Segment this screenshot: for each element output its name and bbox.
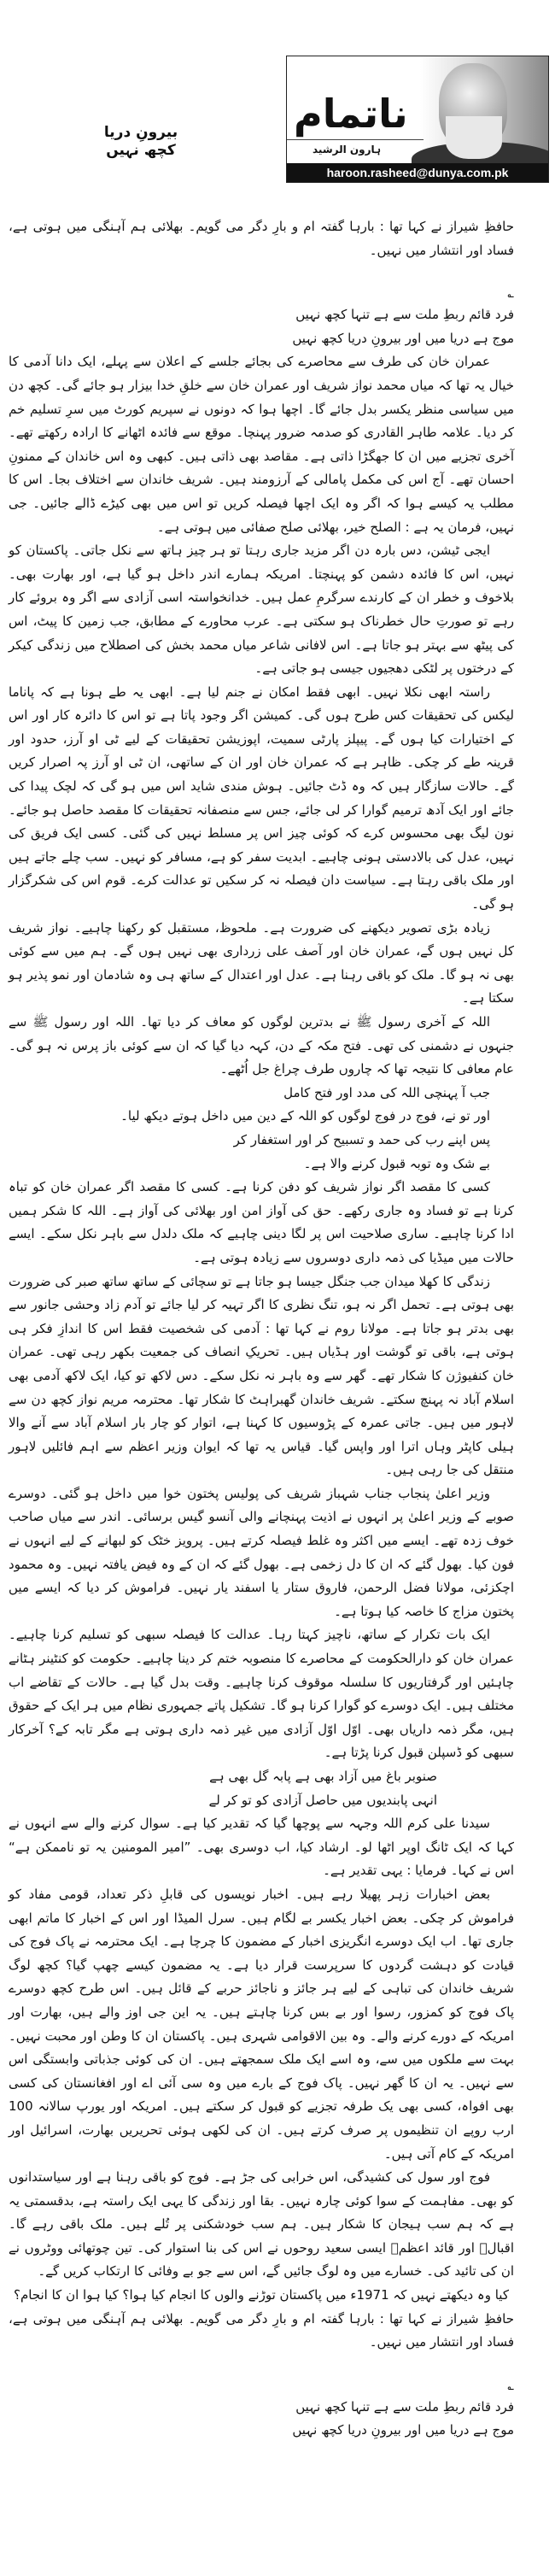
paragraph: ایک بات تکرار کے ساتھ، ناچیز کہتا رہا۔ عدالت کا فیصلہ سبھی کو تسلیم کرنا چاہیے۔ عمران خان کو دارالحکومت کے محاصرے کا منصوبہ ختم کر دینا چاہیے۔ حکومت کو کنٹینر ہٹانے چاہئیں اور گرفتاریوں کا سلسلہ موقوف کرنا چاہیے۔ وقت بدل گیا ہے۔ حالات کے تقاضے اب مختلف ہیں۔ ایک دوسرے کو گوارا کرنا ہو گا۔ تشکیل پاتے جمہوری نظام میں ہر ایک کے حقوق ہیں، مگر ذمہ داریاں بھی۔ اوّل اوّل آزادی میں غیر ذمہ داری ہوتی ہے مگر تابہ کے؟ آخرکار سبھی کو ڈسپلن قبول کرنا پڑتا ہے۔ bbox=[9, 1627, 514, 1761]
verse-mark: ؎ bbox=[507, 2379, 514, 2393]
paragraph: وزیر اعلیٰ پنجاب جناب شہباز شریف کی پولیس پختون خوا میں داخل ہو گئی۔ دوسرے صوبے کے وزیر اعلیٰ پر انہوں نے اذیت پہنچانے والی آنسو گیس برسائی۔ اندر سے میاں صاحب خوف زدہ تھے۔ ایسے میں اکثر وہ غلط فیصلہ کرتے ہیں۔ پرویز خٹک کو لبھانے کے لیے انہوں نے فون کیا۔ بھول گئے کہ ان کا دل زخمی ہے۔ بھول گئے کہ ان کے وہ فیض یافتہ نہیں۔ وہ محمود اچکزئی، مولانا فضل الرحمن، فاروق ستار یا اسفند یار نہیں۔ فراموش کر دیا کہ ایسے میں پختون مزاج کا خاصہ کیا ہوتا ہے۔ bbox=[9, 1485, 514, 1619]
divider bbox=[287, 139, 424, 140]
closing-paragraph: حافظِ شیراز نے کہا تھا : بارہا گفتہ ام و بارِ دگر می گویم۔ بھلائی ہم آہنگی میں ہوتی ہے، فساد اور انتشار میں نہیں۔ bbox=[9, 2310, 514, 2350]
verse-line: فرد قائم ربطِ ملت سے ہے تنہا کچھ نہیں bbox=[295, 2398, 514, 2415]
author-name: ہارون الرشید bbox=[313, 144, 382, 155]
column-name: ناتمام bbox=[294, 91, 408, 137]
verse-line: فرد قائم ربطِ ملت سے ہے تنہا کچھ نہیں bbox=[295, 307, 514, 323]
paragraph: عمران خان کی طرف سے محاصرے کی بجائے جلسے کے اعلان سے پہلے، ایک دانا آدمی کا خیال یہ تھا کہ میاں محمد نواز شریف اور عمران خان سے خلقِ خدا بیزار ہو جائے گی۔ کچھ دن میں سیاسی منظر یکسر بدل جائے گا۔ اچھا ہوا کہ دونوں نے سپریم کورٹ میں سرِ تسلیم خم کر دیا۔ علامہ طاہر القادری کو صدمہ ضرور پہنچا۔ موقع سے فائدہ اٹھانے کا ارادہ رکھتے تھے۔ آخری تجزیے میں ان کا جھگڑا ذاتی ہے۔ مقاصد بھی ذاتی ہیں۔ کبھی وہ اس خاندان کے ممنونِ احسان تھے۔ آج اس کی مکمل پامالی کے آرزومند ہیں۔ شریف خاندان سے اختلاف بجا۔ اس کا مطلب یہ کیسے ہوا کہ اگر وہ ایک اچھا فیصلہ کریں تو اس میں بھی کیڑے ڈالے جائیں۔ جی نہیں، فرمان یہ ہے : الصلح خیر، بھلائی صلح صفائی میں ہوتی ہے۔ bbox=[9, 354, 514, 535]
couplet bbox=[9, 303, 514, 350]
verse-line: بے شک وہ توبہ قبول کرنے والا ہے۔ bbox=[303, 1155, 490, 1171]
couplet bbox=[9, 2396, 514, 2443]
verse-line: موج ہے دریا میں اور بیرونِ دریا کچھ نہیں bbox=[292, 330, 514, 346]
author-email[interactable]: haroon.rasheed@dunya.com.pk bbox=[287, 163, 548, 182]
article-headline: بیرونِ دریا کچھ نہیں bbox=[103, 124, 178, 159]
paragraph: سیدنا علی کرم اللہ وجہہ سے پوچھا گیا کہ تقدیر کیا ہے۔ سوال کرنے والے سے انہوں نے کہا کہ ایک ٹانگ اوپر اٹھا لو۔ ارشاد کیا، اب دوسری بھی۔ ”امیر المومنین یہ تو ناممکن ہے“ اس نے کہا۔ فرمایا : یہی تقدیر ہے۔ bbox=[9, 1816, 514, 1879]
verse-line: اور تو نے، فوج در فوج لوگوں کو اللہ کے دین میں داخل ہوتے دیکھ لیا۔ bbox=[120, 1108, 490, 1124]
verse-line: پس اپنے رب کی حمد و تسبیح کر اور استغفار کر bbox=[233, 1131, 490, 1147]
intro-paragraph: حافظِ شیراز نے کہا تھا : بارہا گفتہ ام و بارِ دگر می گویم۔ بھلائی ہم آہنگی میں ہوتی ہے، فساد اور انتشار میں نہیں۔ bbox=[9, 219, 514, 258]
paragraph: زندگی کا کھلا میدان جب جنگل جیسا ہو جاتا ہے تو سچائی کے ساتھ ساتھ صبر کی ضرورت بھی ہوتی ہے۔ تحمل اگر نہ ہو، تنگ نظری کا اگر تہیہ کر لیا جائے تو آدم زاد وحشی جانور سے بھی بدتر ہو جاتا ہے۔ مولانا روم نے کہا تھا : آدمی کی شخصیت فقط اس کا اندازِ فکر ہی ہوتی ہے، باقی تو گوشت اور ہڈیاں ہیں۔ تحریکِ انصاف کی جمعیت بکھر رہی تھی۔ عمران خان کنفیوژن کا شکار تھے۔ گھر سے وہ باہر نہ نکل سکے۔ دس لاکھ تو کیا، ایک لاکھ آدمی بھی اسلام آباد نہ پہنچ سکتے۔ شریف خاندان گھبراہٹ کا شکار تھا۔ محترمہ مریم نواز کچھ دن سے لاہور میں ہیں۔ جاتی عمرہ کے پڑوسیوں کا کہنا ہے، اتوار کو چار بار اسلام آباد سے آنے والا ہیلی کاپٹر وہاں اترا اور واپس گیا۔ قیاس یہ تھا کہ ایوان وزیر اعظم سے اہم فائلیں لاہور منتقل کی جا رہی ہیں۔ bbox=[9, 1273, 514, 1478]
verse-line: موج ہے دریا میں اور بیرونِ دریا کچھ نہیں bbox=[292, 2422, 514, 2438]
paragraph: راستہ ابھی نکلا نہیں۔ ابھی فقط امکان نے جنم لیا ہے۔ ابھی یہ طے ہونا ہے کہ پاناما لیکس کی تحقیقات کس طرح ہوں گی۔ کمیشن اگر وجود پاتا ہے تو اس کا دائرہ کار اور اس کے اختیارات کیا ہوں گے۔ پیپلز پارٹی سمیت، اپوزیشن تحقیقات کے لیے ٹی او آرز، حدود اور قرینہ طے کر چکی۔ ظاہر ہے کہ عمران خان اور ان کے ساتھی، ان ٹی او آرز پہ اصرار کریں گے۔ حالات سازگار ہیں کہ وہ ڈٹ جائیں۔ ہوش مندی شاید اس میں ہو گی کہ لچک پیدا کی جائے اور ایک آدھ ترمیم گوارا کر لی جائے، جس سے منصفانہ تحقیقات کا مقصد حاصل ہو جائے۔ نون لیگ بھی محسوس کرے کہ کوئی چیز اس پر مسلط نہیں کی گئی۔ کسی ایک فریق کی نہیں، عدل کی بالادستی ہونی چاہیے۔ ابدیت سفر کو ہے، مسافر کو نہیں۔ سب چلے جاتے ہیں اور ملک باقی رہتا ہے۔ سیاست دان فیصلہ نہ کر سکیں تو عدالت کرے۔ قوم اس کی شکرگزار ہو گی۔ bbox=[9, 684, 514, 912]
paragraph: کیا وہ دیکھتے نہیں کہ 1971ء میں پاکستان توڑنے والوں کا انجام کیا ہوا؟ کیا ہوا ان کا انجام؟ bbox=[14, 2287, 509, 2303]
author-photo bbox=[420, 56, 548, 163]
paragraph: اللہ کے آخری رسول ﷺ نے بدترین لوگوں کو معاف کر دیا تھا۔ اللہ اور رسول ﷺ سے جنہوں نے دشمنی کی تھی۔ فتح مکہ کے دن، کہہ دیا گیا کہ ان سے کوئی باز پرس نہ ہو گی۔ عام معافی کا نتیجہ تھا کہ چاروں طرف چراغ جل اُٹھے۔ bbox=[9, 1014, 514, 1077]
verse-line: صنوبر باغ میں آزاد بھی ہے پابہ گل بھی ہے bbox=[209, 1769, 437, 1784]
verse-line: جب آ پہنچی اللہ کی مدد اور فتح کامل bbox=[283, 1084, 490, 1100]
paragraph: ایجی ٹیشن، دس بارہ دن اگر مزید جاری رہتا تو ہر چیز ہاتھ سے نکل جاتی۔ پاکستان کو نہیں، اس کا فائدہ دشمن کو پہنچتا۔ امریکہ ہمارے اندر داخل ہو گیا ہے، اور بھارت بھی۔ بلاخوف و خطر ان کے کارندے سرگرمِ عمل ہیں۔ خدانخواستہ اسی آزادی سے اگر وہ بروئے کار رہے تو صورتِ حال خطرناک ہو سکتی ہے۔ عرب محاورے کے مطابق، جب زمین کا پیٹ، اس کی پیٹھ سے بہتر ہو جاتا ہے۔ اس لافانی شاعر میاں محمد بخش کی اصطلاح میں زندگی کیکر کے درختوں پر لٹکی دھجیوں جیسی ہو جاتی ہے۔ bbox=[9, 543, 514, 677]
paragraph: فوج اور سول کی کشیدگی، اس خرابی کی جڑ ہے۔ فوج کو باقی رہنا ہے اور سیاستدانوں کو بھی۔ مفاہمت کے سوا کوئی چارہ نہیں۔ بقا اور زندگی کا یہی ایک راستہ ہے، بدقسمتی یہ ہے کہ ہم سب ہیجان کا شکار ہیں۔ ہم سب خودشکنی پر تُلے ہیں۔ ملک باقی رہے گا۔ اقبالؒ اور قائد اعظمؒ ایسی سعید روحوں نے اس کی بنا استوار کی۔ تین چوتھائی ووٹروں نے ان کی تائید کی۔ خسارے میں وہ لوگ جائیں گے، اس سے جو بے وفائی کا ارتکاب کریں گے۔ bbox=[9, 2169, 514, 2280]
article-body bbox=[9, 215, 514, 2443]
column-header bbox=[286, 56, 549, 183]
paragraph: بعض اخبارات زہر پھیلا رہے ہیں۔ اخبار نویسوں کی قابلِ ذکر تعداد، قومی مفاد کو فراموش کر چکی۔ بعض اخبار یکسر بے لگام ہیں۔ سرل المیڈا اور اس کے اخبار کا ماتم ابھی جاری تھا۔ اب ایک دوسرے انگریزی اخبار کے مضمون کا چرچا ہے۔ ایک محترمہ نے پاک فوج کی قیادت کو دہشت گردوں کا سرپرست قرار دیا ہے۔ یہ مضمون کیسے چھپ گیا؟ کچھ لوگ شریف خاندان کی تباہی کے لیے ہر جائز و ناجائز حربے کے قائل ہیں۔ اس طرح کچھ دوسرے پاک فوج کو کمزور، رسوا اور بے بس کرنا چاہتے ہیں۔ یہ این جی اوز والے ہیں، بھارت اور امریکہ کے دورے کرنے والے۔ وہ بین الاقوامی شہری ہیں۔ پاکستان ان کا وطن اور محبت نہیں۔ بہت سے ملکوں میں سے، وہ اسے ایک ملک سمجھتے ہیں۔ ان کی کوئی جذباتی وابستگی اس سے نہیں۔ یہ ان کا گھر نہیں۔ پاک فوج کے بارے میں وہ سی آئی اے اور افغانستان کی کسی بھی افواہ، کسی بھی یک طرفہ تجزیے کو قبول کر سکتے ہیں۔ امریکہ اور یورپ سالانہ 100 ارب روپے ان تنظیموں پر صرف کرتے ہیں۔ ان کی لکھی ہوئی تحریریں بھارت، اسرائیل اور امریکہ کے کام آتی ہیں۔ bbox=[9, 1886, 514, 2162]
paragraph: زیادہ بڑی تصویر دیکھنے کی ضرورت ہے۔ ملحوظ، مستقبل کو رکھنا چاہیے۔ نواز شریف کل نہیں ہوں گے، عمران خان اور آصف علی زرداری بھی نہیں ہوں گے۔ ہم میں سے کوئی بھی نہ ہو گا۔ ملک کو باقی رہنا ہے۔ عدل اور اعتدال کے ساتھ ہی وہ شادمان اور نمو پذیر ہو سکتا ہے۔ bbox=[9, 919, 514, 1006]
quran-translation bbox=[9, 1082, 514, 1176]
verse-line: انہی پابندیوں میں حاصل آزادی کو تو کر لے bbox=[208, 1792, 437, 1808]
paragraph: کسی کا مقصد اگر نواز شریف کو دفن کرنا ہے۔ کسی کا مقصد اگر عمران خان کو تباہ کرنا ہے تو فساد وہ جاری رکھے۔ حق کی آواز امن اور بھلائی کی آواز ہے۔ اللہ کا شکر ہمیں ادا کرنا چاہیے۔ ساری صلاحیت اس پر لگا دینی چاہیے کہ ملک دلدل سے باہر نکل سکے۔ ایسے حالات میں میڈیا کی ذمہ داری دوسروں سے زیادہ ہوتی ہے۔ bbox=[9, 1179, 514, 1265]
verse-mark: ؎ bbox=[507, 288, 514, 302]
couplet bbox=[9, 1765, 514, 1812]
